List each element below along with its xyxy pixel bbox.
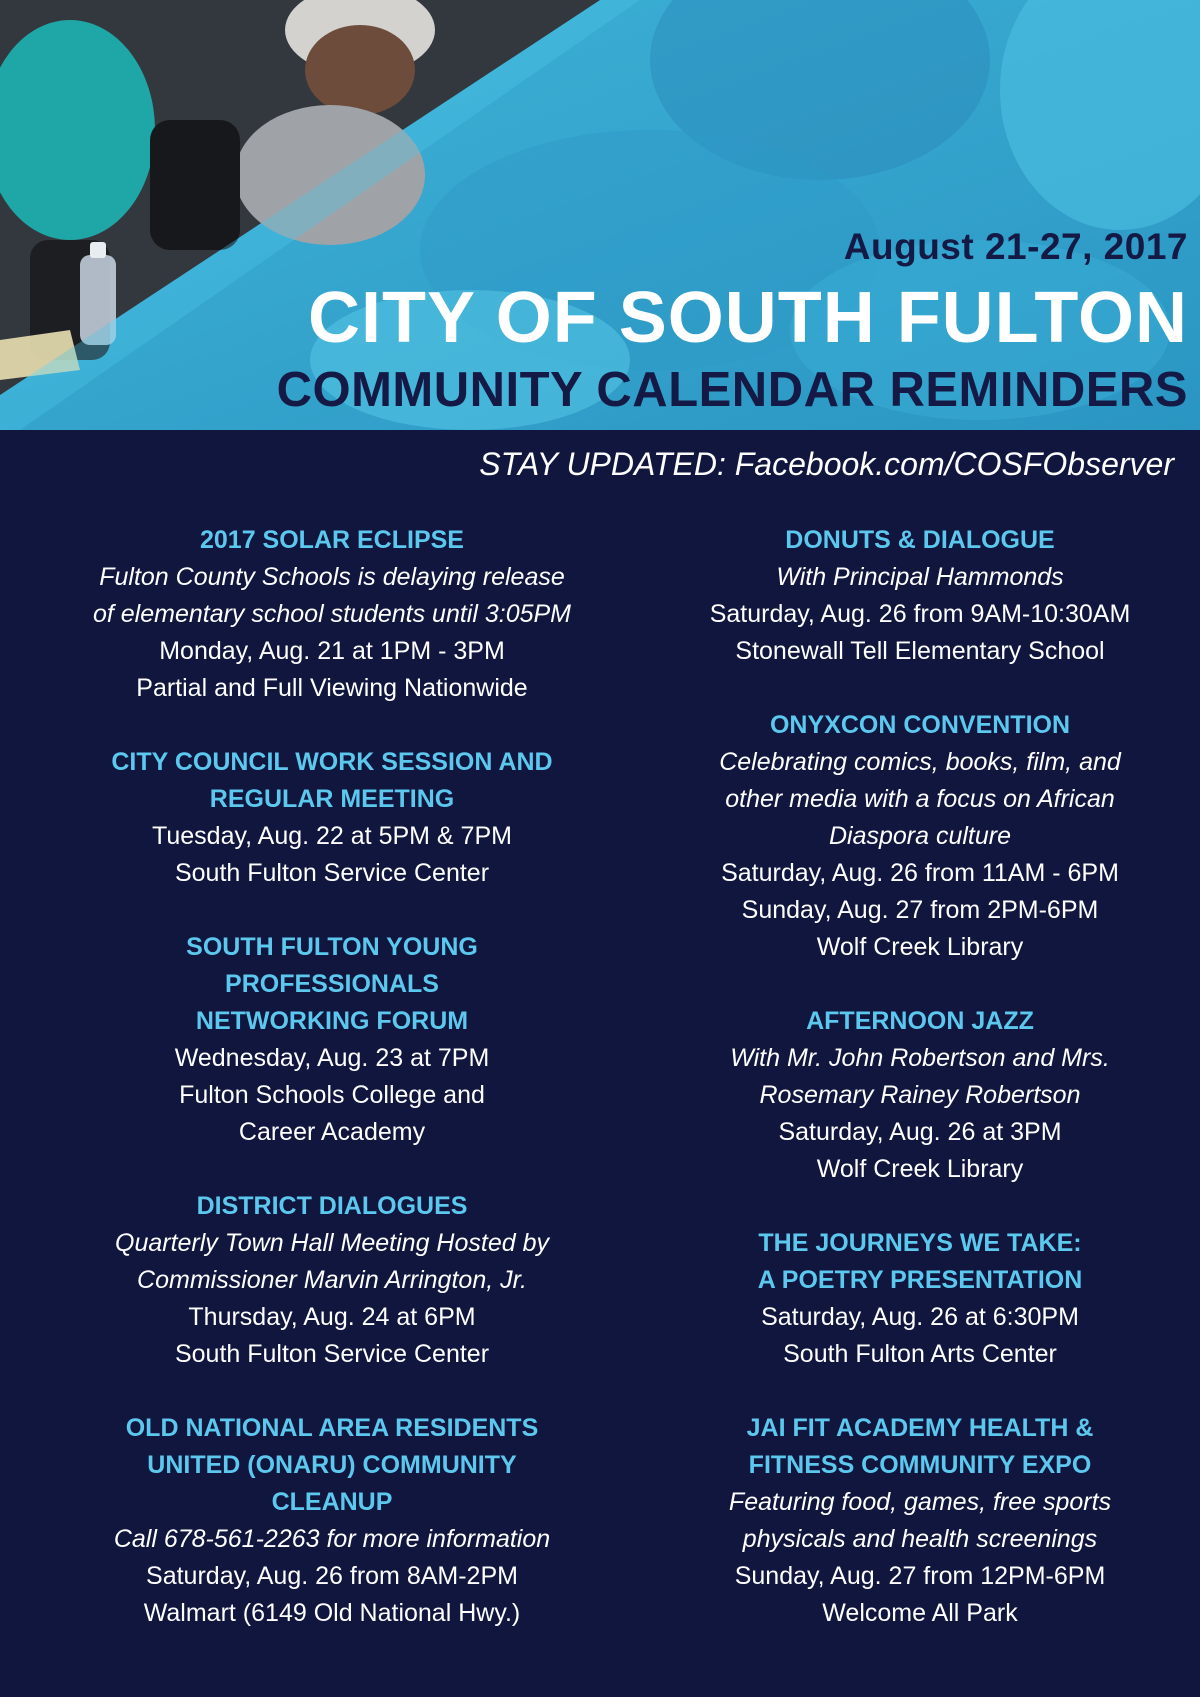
event-title-line: ONYXCON CONVENTION <box>769 711 1071 739</box>
event-detail-line: Wednesday, Aug. 23 at 7PM <box>174 1044 490 1072</box>
event-detail-line: South Fulton Arts Center <box>783 1340 1057 1368</box>
event-title-line: PROFESSIONALS <box>225 970 439 998</box>
event-detail-line: Stonewall Tell Elementary School <box>735 637 1105 665</box>
event-title-line: DONUTS & DIALOGUE <box>785 526 1055 554</box>
event-detail-line: Saturday, Aug. 26 at 6:30PM <box>761 1303 1079 1331</box>
header-banner <box>0 0 1200 430</box>
event-description-line: Call 678-561-2263 for more information <box>113 1525 551 1553</box>
event-detail-line: Walmart (6149 Old National Hwy.) <box>143 1599 521 1627</box>
event-description-line: Commissioner Marvin Arrington, Jr. <box>137 1266 527 1294</box>
event-description-line: other media with a focus on African <box>725 785 1115 813</box>
event-detail-line: Wolf Creek Library <box>816 1155 1024 1183</box>
event-description-line: Diaspora culture <box>828 822 1012 850</box>
header-text <box>0 0 1200 430</box>
event-description-line: Featuring food, games, free sports <box>728 1488 1112 1516</box>
event-detail-line: Tuesday, Aug. 22 at 5PM & 7PM <box>152 822 512 850</box>
left-event-column <box>52 522 612 1669</box>
event-description-line: Rosemary Rainey Robertson <box>759 1081 1081 1109</box>
event-item <box>52 1410 612 1632</box>
event-item <box>640 1225 1200 1373</box>
event-title-line: OLD NATIONAL AREA RESIDENTS <box>125 1414 539 1442</box>
event-detail-line: Sunday, Aug. 27 from 12PM-6PM <box>734 1562 1106 1590</box>
event-description-line: Quarterly Town Hall Meeting Hosted by <box>115 1229 549 1257</box>
event-description-line: Celebrating comics, books, film, and <box>719 748 1121 776</box>
event-title-line: A POETRY PRESENTATION <box>757 1266 1083 1294</box>
event-title-line: SOUTH FULTON YOUNG <box>186 933 478 961</box>
event-detail-line: Wolf Creek Library <box>816 933 1024 961</box>
event-item <box>640 1003 1200 1188</box>
event-description-line: Fulton County Schools is delaying release <box>99 563 565 591</box>
event-description-line: With Principal Hammonds <box>776 563 1064 591</box>
event-description-line: physicals and health screenings <box>742 1525 1098 1553</box>
event-detail-line: South Fulton Service Center <box>174 1340 490 1368</box>
date-range: August 21-27, 2017 <box>843 226 1188 267</box>
event-item <box>52 929 612 1151</box>
event-detail-line: Thursday, Aug. 24 at 6PM <box>188 1303 476 1331</box>
event-description-line: of elementary school students until 3:05PM <box>92 600 572 628</box>
event-title-line: AFTERNOON JAZZ <box>806 1007 1034 1035</box>
event-detail-line: Saturday, Aug. 26 from 11AM - 6PM <box>721 859 1119 887</box>
event-item <box>52 522 612 707</box>
event-detail-line: Partial and Full Viewing Nationwide <box>136 674 528 702</box>
event-detail-line: Career Academy <box>238 1118 426 1146</box>
event-title-line: FITNESS COMMUNITY EXPO <box>748 1451 1092 1479</box>
event-detail-line: Fulton Schools College and <box>179 1081 485 1109</box>
event-item <box>640 1410 1200 1632</box>
event-item <box>640 522 1200 670</box>
event-detail-line: Sunday, Aug. 27 from 2PM-6PM <box>741 896 1099 924</box>
event-detail-line: Saturday, Aug. 26 at 3PM <box>778 1118 1062 1146</box>
event-item <box>52 744 612 892</box>
stay-updated-link: STAY UPDATED: Facebook.com/COSFObserver <box>479 446 1174 482</box>
event-item <box>52 1188 612 1373</box>
event-title-line: JAI FIT ACADEMY HEALTH & <box>746 1414 1094 1442</box>
calendar-title: COMMUNITY CALENDAR REMINDERS <box>276 363 1188 417</box>
event-title-line: REGULAR MEETING <box>209 785 455 813</box>
event-title-line: UNITED (ONARU) COMMUNITY <box>147 1451 517 1479</box>
right-event-column <box>640 522 1200 1669</box>
event-title-line: CITY COUNCIL WORK SESSION AND <box>111 748 553 776</box>
event-detail-line: Monday, Aug. 21 at 1PM - 3PM <box>159 637 505 665</box>
event-description-line: With Mr. John Robertson and Mrs. <box>730 1044 1110 1072</box>
event-title-line: THE JOURNEYS WE TAKE: <box>758 1229 1082 1257</box>
event-detail-line: Welcome All Park <box>822 1599 1018 1627</box>
city-title: CITY OF SOUTH FULTON <box>308 278 1188 358</box>
event-title-line: 2017 SOLAR ECLIPSE <box>200 526 464 554</box>
event-item <box>640 707 1200 966</box>
event-title-line: NETWORKING FORUM <box>195 1007 469 1035</box>
event-detail-line: South Fulton Service Center <box>174 859 490 887</box>
event-detail-line: Saturday, Aug. 26 from 8AM-2PM <box>146 1562 518 1590</box>
event-detail-line: Saturday, Aug. 26 from 9AM-10:30AM <box>709 600 1131 628</box>
event-title-line: CLEANUP <box>271 1488 393 1516</box>
event-title-line: DISTRICT DIALOGUES <box>196 1192 468 1220</box>
